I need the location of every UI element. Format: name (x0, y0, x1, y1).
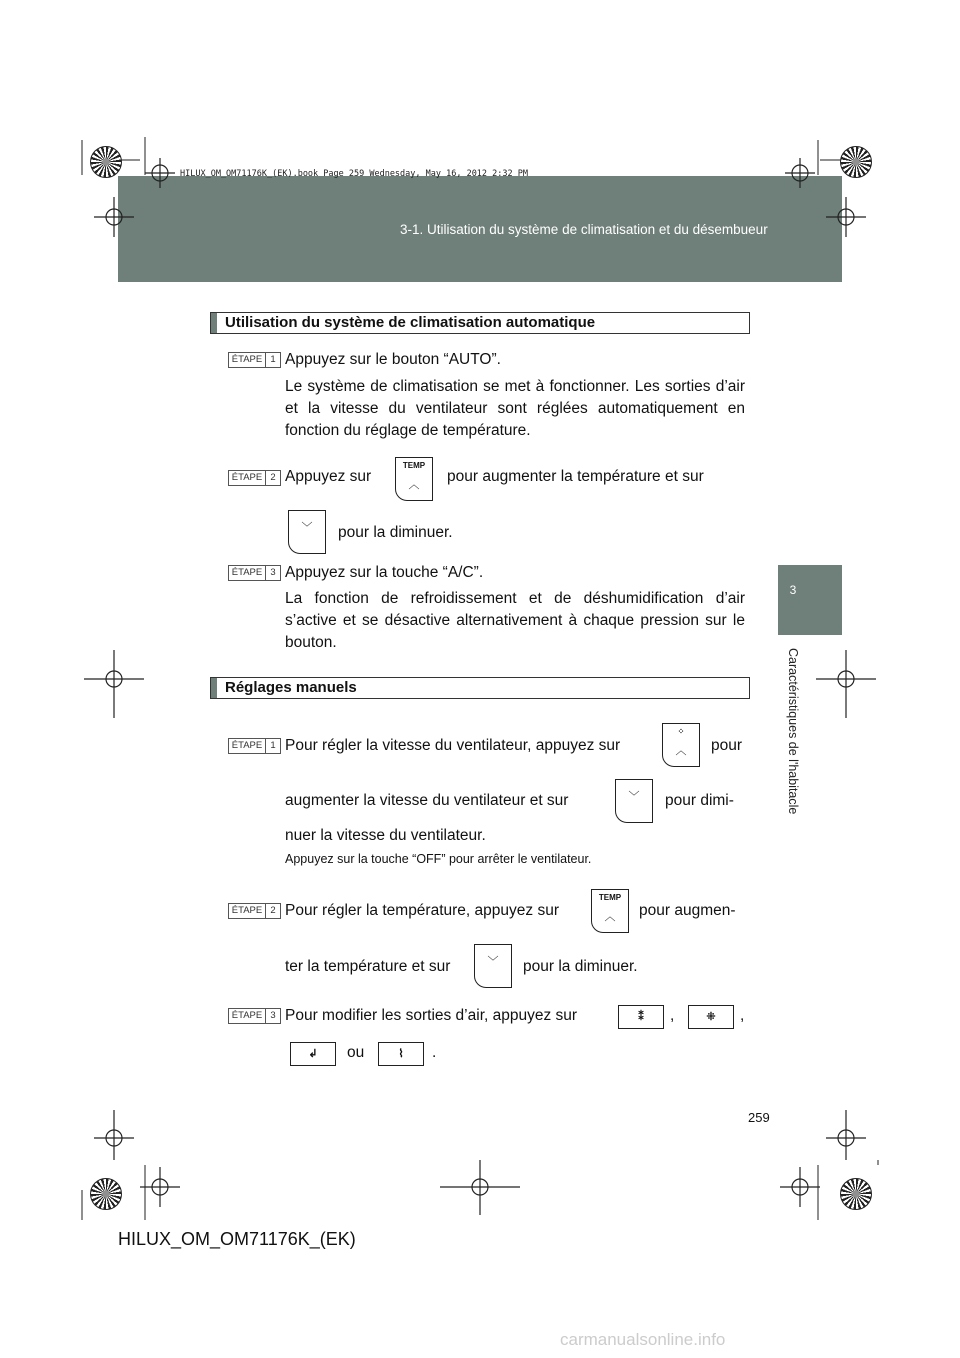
step-text: . (432, 1044, 437, 1061)
button-caption: TEMP (598, 893, 622, 902)
step-lead: Appuyez sur le bouton “AUTO”. (285, 351, 501, 368)
chevron-up-icon: ︿ (675, 745, 687, 757)
step-number: 3 (265, 1009, 280, 1023)
step-body: Le système de climatisation se met à fonctionner. Les sorties d’air et la vitesse du ventilateur sont réglées automatiquement en fonction du réglage de température. (285, 378, 745, 439)
step-number: 3 (265, 566, 280, 580)
step-text: pour dimi- (665, 792, 734, 809)
section-title: 3-1. Utilisation du système de climatisation et du désembueur (400, 222, 768, 237)
temp-down-button-icon (288, 510, 326, 554)
heading-text: Utilisation du système de climatisation automatique (225, 314, 596, 331)
step-badge (228, 738, 281, 754)
print-info-line: HILUX_OM_OM71176K_(EK).book Page 259 Wednesday, May 16, 2012 2:32 PM (180, 169, 528, 179)
step-badge (228, 565, 281, 581)
color-rosette-icon (90, 146, 122, 178)
chevron-down-icon: ﹀ (301, 522, 313, 534)
chapter-number: 3 (789, 583, 797, 597)
color-rosette-icon (90, 1178, 122, 1210)
heading-text: Réglages manuels (225, 679, 357, 696)
step-label: ÉTAPE (231, 905, 263, 916)
step-text: pour (711, 737, 743, 754)
step-lead: Appuyez sur la touche “A/C”. (285, 564, 484, 581)
step-text: augmenter la vitesse du ventilateur et sur (285, 792, 569, 809)
page-number: 259 (748, 1110, 770, 1125)
vent-bilevel-button-icon: ⁜ (688, 1005, 734, 1029)
step-text: ter la température et sur (285, 958, 451, 975)
step-label: ÉTAPE (231, 567, 263, 578)
fan-icon: ⁘ (677, 727, 685, 736)
section-heading-automatic (210, 312, 750, 334)
section-heading-manual (210, 677, 750, 699)
temp-up-button-icon (395, 457, 433, 501)
step-text: Pour régler la température, appuyez sur (285, 902, 559, 919)
step-badge (228, 1008, 281, 1024)
step-text: pour la diminuer. (338, 524, 453, 541)
step-badge (228, 903, 281, 919)
step-text: ou (347, 1044, 365, 1061)
step-number: 1 (265, 739, 280, 753)
chapter-label: Caractéristiques de l'habitacle (786, 648, 800, 815)
button-caption: TEMP (402, 461, 426, 470)
chapter-tab (778, 565, 842, 635)
step-note: Appuyez sur la touche “OFF” pour arrêter le ventilateur. (285, 852, 592, 866)
step-text: pour augmenter la température et sur (447, 468, 704, 485)
watermark: carmanualsonline.info (560, 1330, 726, 1349)
chevron-down-icon: ﹀ (628, 791, 640, 803)
step-text: nuer la vitesse du ventilateur. (285, 827, 486, 844)
step-text: Appuyez sur (285, 468, 372, 485)
chevron-up-icon: ︿ (408, 479, 420, 491)
chevron-down-icon: ﹀ (487, 956, 499, 968)
fan-up-button-icon (662, 723, 700, 767)
color-rosette-icon (840, 146, 872, 178)
step-label: ÉTAPE (231, 1010, 263, 1021)
step-label: ÉTAPE (231, 472, 263, 483)
step-label: ÉTAPE (231, 740, 263, 751)
step-badge (228, 470, 281, 486)
step-number: 1 (265, 353, 280, 367)
heading-accent-bar (211, 678, 217, 698)
step-text: Pour modifier les sorties d’air, appuyez sur (285, 1007, 578, 1024)
step-text: pour augmen- (639, 902, 736, 919)
step-number: 2 (265, 471, 280, 485)
color-rosette-icon (840, 1178, 872, 1210)
step-badge (228, 352, 281, 368)
step-body: La fonction de refroidissement et de déshumidification d’air s’active et se désactive alternativement à chaque pression sur le bouton. (285, 590, 745, 651)
temp-up-button-icon (591, 889, 629, 933)
step-text: pour la diminuer. (523, 958, 638, 975)
separator: , (740, 1007, 745, 1024)
manual-code: HILUX_OM_OM71176K_(EK) (118, 1229, 356, 1249)
separator: , (670, 1007, 675, 1024)
heading-accent-bar (211, 313, 217, 333)
vent-face-button-icon: ⁑ (618, 1005, 664, 1029)
step-text: Pour régler la vitesse du ventilateur, appuyez sur (285, 737, 621, 754)
vent-feet-defrost-button-icon: ⌇ (378, 1042, 424, 1066)
step-number: 2 (265, 904, 280, 918)
temp-down-button-icon (474, 944, 512, 988)
step-label: ÉTAPE (231, 354, 263, 365)
fan-down-button-icon (615, 779, 653, 823)
vent-feet-button-icon: ↲ (290, 1042, 336, 1066)
chevron-up-icon: ︿ (604, 911, 616, 923)
